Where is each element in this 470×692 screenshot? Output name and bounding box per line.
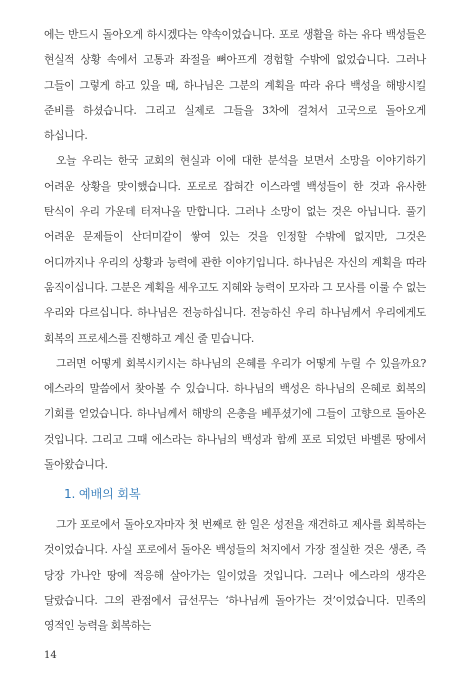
section-body	[44, 512, 426, 638]
paragraph-2: 오늘 우리는 한국 교회의 현실과 이에 대한 분석을 보면서 소망을 이야기하기 어려운 상황을 맞이했습니다. 포로로 잡혀간 이스라엘 백성들이 한 것과 유사한 탄식이 우리 가운데 터져나올 만합니다. 그러나 소망이 없는 것은 아닙니다. 풀기 어려운 문제들이 산더미같이 쌓여 있는 것을 인정할 수밖에 없지만, 그것은 어디까지나 우리의 상황과 능력에 관한 이야기입니다. 하나님은 자신의 계획을 따라 움직이십니다. 그분은 계획을 세우고도 지혜와 능력이 모자라 그 모사를 이룰 수 없는 우리와 다르십니다. 하나님은 전능하십니다. 전능하신 우리 하나님께서 우리에게도 회복의 프로세스를 진행하고 계신 줄 믿습니다.	[44, 154, 426, 345]
paragraph-3: 그러면 어떻게 회복시키시는 하나님의 은혜를 우리가 어떻게 누릴 수 있을까요? 에스라의 말씀에서 찾아볼 수 있습니다. 하나님의 백성은 하나님의 은혜로 회복의 기회를 얻었습니다. 하나님께서 해방의 은총을 베푸셨기에 그들이 고향으로 돌아온 것입니다. 그리고 그때 에스라는 하나님의 백성과 함께 포로 되었던 바벨론 땅에서 돌아왔습니다.	[44, 356, 426, 472]
paragraph-1: 에는 반드시 돌아오게 하시겠다는 약속이었습니다. 포로 생활을 하는 유다 백성들은 현실적 상황 속에서 고통과 좌절을 뼈아프게 경험할 수밖에 없었습니다. 그러나 그들이 그렇게 하고 있을 때, 하나님은 그분의 계획을 따라 유다 백성을 해방시킬 준비를 하셨습니다. 그리고 실제로 그들을 3차에 걸쳐서 고국으로 돌아오게 하십니다.	[44, 28, 426, 143]
section-heading: 1. 예배의 회복	[64, 487, 141, 501]
body-text	[44, 22, 426, 477]
section-paragraph: 그가 포로에서 돌아오자마자 첫 번째로 한 일은 성전을 재건하고 제사를 회복하는 것이었습니다. 사실 포로에서 돌아온 백성들의 처지에서 가장 절실한 것은 생존, 즉 당장 가나안 땅에 적응해 살아가는 일이었을 것입니다. 그러나 에스라의 생각은 달랐습니다. 그의 관점에서 급선무는 ‘하나님께 돌아가는 것’이었습니다. 민족의 영적인 능력을 회복하는	[44, 518, 426, 633]
page-number: 14	[44, 650, 57, 661]
